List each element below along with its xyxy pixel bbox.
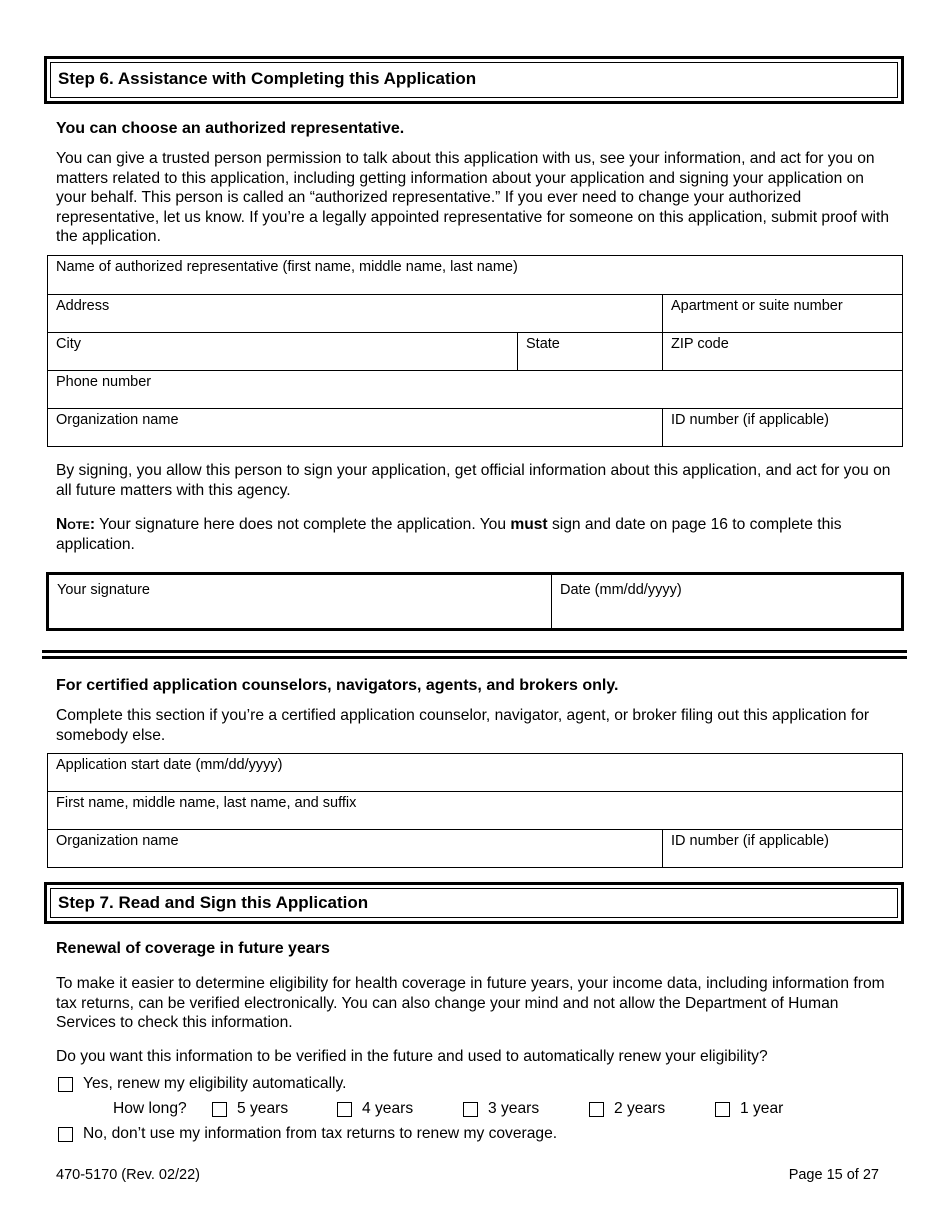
years-2-option (589, 1100, 665, 1118)
rep-zip-field[interactable]: ZIP code (663, 333, 903, 371)
rep-state-field[interactable]: State (518, 333, 663, 371)
years-1-option (715, 1100, 783, 1118)
authorized-rep-intro: You can give a trusted person permission to talk about this application with us, see your information, and act for you on matters related to this application, including getting information about your application and signing your application on your behalf. This person is called an “authorized representative.” If you ever need to change your authorized representative, let us know. If you’re a legally appointed representative for someone on this application, submit proof with the application. (56, 150, 890, 246)
signature-field[interactable]: Your signature (49, 575, 552, 628)
no-renew-label: No, don’t use my information from tax returns to renew my coverage. (83, 1125, 558, 1142)
step7-title: Step 7. Read and Sign this Application (50, 888, 898, 918)
rep-city-field[interactable]: City (48, 333, 518, 371)
counselor-heading: For certified application counselors, navigators, agents, and brokers only. (56, 677, 619, 694)
note-text-2: sign and date on page 16 to complete this application. (56, 516, 842, 553)
section-divider-bottom (42, 656, 907, 659)
counselor-table (47, 753, 903, 868)
page-number: Page 15 of 27 (788, 1167, 879, 1183)
years-2-label: 2 years (614, 1100, 666, 1117)
years-4-checkbox[interactable] (337, 1102, 352, 1117)
renewal-question: Do you want this information to be verified in the future and used to automatically renew your eligibility? (56, 1048, 768, 1065)
authorized-rep-heading: You can choose an authorized representative. (56, 120, 405, 137)
how-long-label: How long? (113, 1100, 187, 1117)
rep-address-field[interactable]: Address (48, 295, 663, 333)
yes-renew-label: Yes, renew my eligibility automatically. (83, 1075, 347, 1092)
signature-box (46, 572, 904, 631)
years-5-label: 5 years (237, 1100, 289, 1117)
step7-header-box (44, 882, 904, 924)
years-3-checkbox[interactable] (463, 1102, 478, 1117)
rep-id-field[interactable]: ID number (if applicable) (663, 409, 903, 447)
years-4-label: 4 years (362, 1100, 414, 1117)
rep-phone-field[interactable]: Phone number (48, 371, 903, 409)
renewal-heading: Renewal of coverage in future years (56, 940, 330, 957)
signing-text: By signing, you allow this person to sign your application, get official information about this application, and act for you on all future matters with this agency. (56, 462, 891, 499)
years-2-checkbox[interactable] (589, 1102, 604, 1117)
counselor-intro: Complete this section if you’re a certified application counselor, navigator, agent, or broker filing out this application for somebody else. (56, 707, 870, 744)
rep-apt-field[interactable]: Apartment or suite number (663, 295, 903, 333)
years-5-option (212, 1100, 288, 1118)
years-3-option (463, 1100, 539, 1118)
counselor-org-field[interactable]: Organization name (48, 830, 663, 868)
form-number: 470-5170 (Rev. 02/22) (56, 1167, 201, 1183)
years-4-option (337, 1100, 413, 1118)
note-text-1: Your signature here does not complete the application. You (95, 516, 511, 533)
step6-header-box (44, 56, 904, 104)
step6-title: Step 6. Assistance with Completing this Application (50, 62, 898, 98)
years-5-checkbox[interactable] (212, 1102, 227, 1117)
renewal-intro: To make it easier to determine eligibility for health coverage in future years, your income data, including information from tax returns, can be verified electronically. You can also change your mind and not allow the Department of Human Services to check this information. (56, 975, 885, 1032)
option-no-row (58, 1125, 557, 1143)
signature-date-field[interactable]: Date (mm/dd/yyyy) (560, 582, 682, 598)
years-1-label: 1 year (740, 1100, 784, 1117)
authorized-rep-table (47, 255, 903, 447)
years-3-label: 3 years (488, 1100, 540, 1117)
note-must: must (510, 516, 548, 533)
note-label: Note: (56, 516, 96, 533)
rep-name-field[interactable]: Name of authorized representative (first name, middle name, last name) (48, 256, 903, 295)
counselor-start-date-field[interactable]: Application start date (mm/dd/yyyy) (48, 754, 903, 792)
how-long-row (113, 1100, 207, 1118)
no-renew-checkbox[interactable] (58, 1127, 73, 1142)
section-divider-top (42, 650, 907, 653)
yes-renew-checkbox[interactable] (58, 1077, 73, 1092)
counselor-id-field[interactable]: ID number (if applicable) (663, 830, 903, 868)
rep-org-field[interactable]: Organization name (48, 409, 663, 447)
counselor-name-field[interactable]: First name, middle name, last name, and suffix (48, 792, 903, 830)
option-yes-row (58, 1075, 346, 1093)
note-paragraph (56, 515, 896, 554)
years-1-checkbox[interactable] (715, 1102, 730, 1117)
